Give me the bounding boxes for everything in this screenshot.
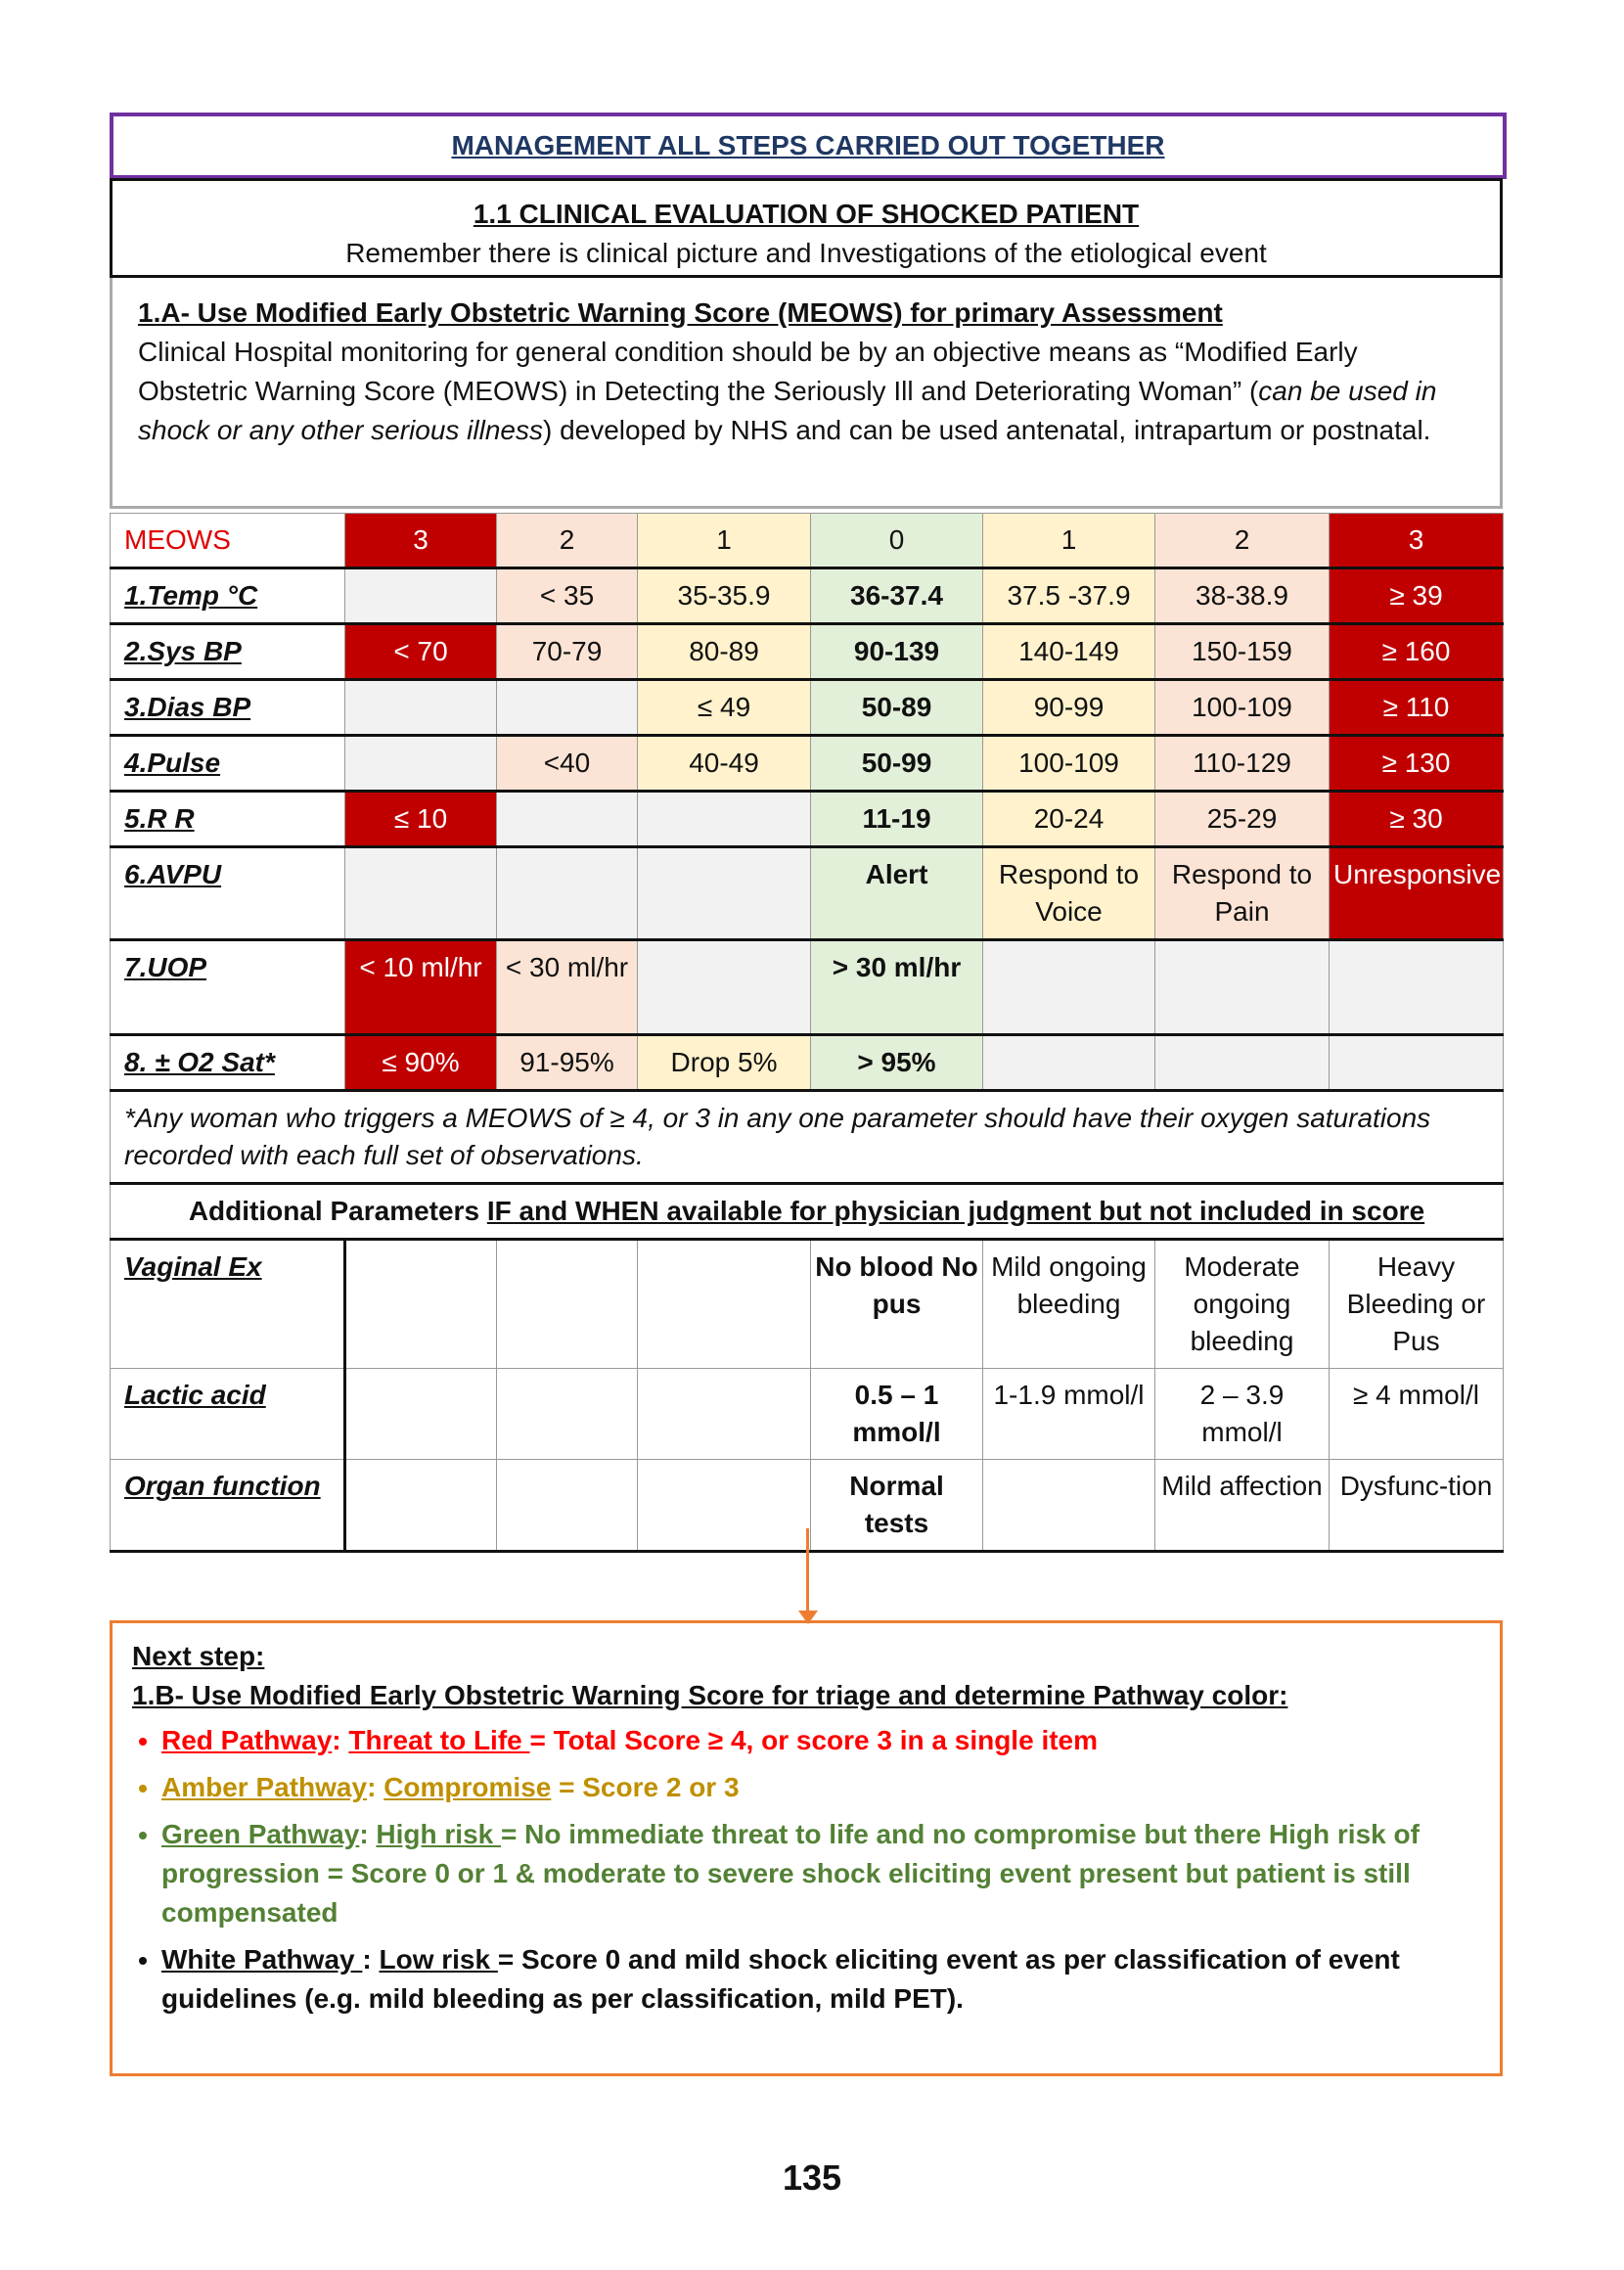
additional-cell xyxy=(497,1240,638,1369)
score-cell: 140-149 xyxy=(983,624,1155,680)
score-cell: 20-24 xyxy=(983,792,1155,847)
additional-prefix: Additional Parameters xyxy=(188,1196,487,1226)
score-header: 2 xyxy=(1155,514,1330,568)
table-row xyxy=(111,847,1504,940)
score-cell: Unresponsive xyxy=(1330,847,1504,940)
score-cell: ≥ 110 xyxy=(1330,680,1504,736)
score-cell: 100-109 xyxy=(983,736,1155,792)
score-header: 3 xyxy=(345,514,497,568)
additional-cell xyxy=(497,1369,638,1460)
score-cell: 38-38.9 xyxy=(1155,568,1330,624)
separator: : xyxy=(332,1725,349,1755)
score-cell xyxy=(983,1035,1155,1091)
table-row xyxy=(111,1035,1504,1091)
score-cell: 90-139 xyxy=(811,624,983,680)
table-header-row xyxy=(111,514,1504,568)
additional-cell: ≥ 4 mmol/l xyxy=(1330,1369,1504,1460)
score-header: 0 xyxy=(811,514,983,568)
score-cell: ≥ 160 xyxy=(1330,624,1504,680)
score-cell: 25-29 xyxy=(1155,792,1330,847)
score-cell: < 70 xyxy=(345,624,497,680)
score-cell: 80-89 xyxy=(638,624,811,680)
separator: : xyxy=(367,1772,384,1802)
additional-row xyxy=(111,1369,1504,1460)
pathway-criteria: = Score 2 or 3 xyxy=(551,1772,740,1802)
parameter-label: 8. ± O2 Sat* xyxy=(111,1035,345,1091)
score-cell xyxy=(1330,940,1504,1035)
score-cell: 35-35.9 xyxy=(638,568,811,624)
parameter-label: 3.Dias BP xyxy=(111,680,345,736)
score-cell xyxy=(497,792,638,847)
additional-label: Organ function xyxy=(111,1460,345,1552)
pathway-risk: Threat to Life xyxy=(348,1725,530,1755)
score-cell: <40 xyxy=(497,736,638,792)
pathway-name: Green Pathway xyxy=(161,1819,360,1849)
score-cell: 90-99 xyxy=(983,680,1155,736)
additional-cell: No blood No pus xyxy=(811,1240,983,1369)
score-cell: ≥ 30 xyxy=(1330,792,1504,847)
score-cell xyxy=(497,680,638,736)
table-row xyxy=(111,940,1504,1035)
additional-cell: 0.5 – 1 mmol/l xyxy=(811,1369,983,1460)
additional-cell: Dysfunc-tion xyxy=(1330,1460,1504,1552)
table-row xyxy=(111,680,1504,736)
score-cell: < 10 ml/hr xyxy=(345,940,497,1035)
score-cell: 50-89 xyxy=(811,680,983,736)
score-cell xyxy=(345,736,497,792)
separator: : xyxy=(359,1819,377,1849)
score-cell: < 35 xyxy=(497,568,638,624)
pathway-risk: High risk xyxy=(376,1819,502,1849)
pathway-name: Red Pathway xyxy=(161,1725,333,1755)
score-cell: ≤ 49 xyxy=(638,680,811,736)
parameter-label: 4.Pulse xyxy=(111,736,345,792)
additional-label: Vaginal Ex xyxy=(111,1240,345,1369)
score-cell xyxy=(345,680,497,736)
intro-heading: 1.A- Use Modified Early Obstetric Warning Score (MEOWS) for primary Assessment xyxy=(138,297,1223,328)
additional-cell xyxy=(983,1460,1155,1552)
pathway-name: White Pathway xyxy=(161,1944,363,1975)
score-cell: 70-79 xyxy=(497,624,638,680)
score-cell xyxy=(1155,1035,1330,1091)
score-header: 2 xyxy=(497,514,638,568)
score-cell: Respond to Pain xyxy=(1155,847,1330,940)
score-cell: ≤ 10 xyxy=(345,792,497,847)
score-cell: > 95% xyxy=(811,1035,983,1091)
parameter-label: 6.AVPU xyxy=(111,847,345,940)
table-row xyxy=(111,624,1504,680)
parameter-label: 7.UOP xyxy=(111,940,345,1035)
additional-cell xyxy=(638,1240,811,1369)
pathway-criteria: = Total Score ≥ 4, or score 3 in a single item xyxy=(529,1725,1099,1755)
section-subtitle: Remember there is clinical picture and Investigations of the etiological event xyxy=(345,238,1267,268)
additional-condition: IF and WHEN available for physician judgment but not included in score xyxy=(486,1196,1425,1226)
additional-label: Lactic acid xyxy=(111,1369,345,1460)
score-cell: 11-19 xyxy=(811,792,983,847)
section-title-box xyxy=(110,178,1503,278)
pathway-criteria: = No immediate threat to life and no compromise but there High risk of progression = Score 0 or 1 & moderate to severe shock eliciting event present but patient is still compensated xyxy=(161,1819,1420,1928)
score-cell xyxy=(983,940,1155,1035)
score-cell: 50-99 xyxy=(811,736,983,792)
table-row xyxy=(111,568,1504,624)
next-step-label: Next step: xyxy=(132,1641,265,1671)
next-step-box xyxy=(110,1620,1503,2076)
intro-box xyxy=(110,278,1503,509)
pathway-criteria: = Score 0 and mild shock eliciting event as per classification of event guidelines (e.g. mild bleeding as per classification, mild PET). xyxy=(161,1944,1400,2014)
score-header: 1 xyxy=(638,514,811,568)
table-row xyxy=(111,792,1504,847)
score-cell: 91-95% xyxy=(497,1035,638,1091)
score-cell: 37.5 -37.9 xyxy=(983,568,1155,624)
parameter-label: 2.Sys BP xyxy=(111,624,345,680)
score-cell xyxy=(638,792,811,847)
next-step-heading: 1.B- Use Modified Early Obstetric Warning Score for triage and determine Pathway color: xyxy=(132,1680,1288,1710)
score-cell: 36-37.4 xyxy=(811,568,983,624)
score-cell xyxy=(345,568,497,624)
additional-cell: 2 – 3.9 mmol/l xyxy=(1155,1369,1330,1460)
score-cell: 110-129 xyxy=(1155,736,1330,792)
additional-cell xyxy=(638,1369,811,1460)
pathway-list xyxy=(132,1721,1480,2019)
section-title: 1.1 CLINICAL EVALUATION OF SHOCKED PATIENT xyxy=(473,199,1140,229)
score-cell: ≤ 90% xyxy=(345,1035,497,1091)
footnote: *Any woman who triggers a MEOWS of ≥ 4, or 3 in any one parameter should have their oxygen saturations recorded with each full set of observations. xyxy=(111,1091,1504,1184)
score-header: 3 xyxy=(1330,514,1504,568)
meows-label: MEOWS xyxy=(111,514,345,568)
score-cell: 100-109 xyxy=(1155,680,1330,736)
additional-header xyxy=(111,1184,1504,1240)
score-cell: Alert xyxy=(811,847,983,940)
management-banner xyxy=(110,113,1507,179)
pathway-risk: Low risk xyxy=(379,1944,498,1975)
additional-cell: Moderate ongoing bleeding xyxy=(1155,1240,1330,1369)
management-title: MANAGEMENT ALL STEPS CARRIED OUT TOGETHER xyxy=(451,130,1165,160)
intro-text: Clinical Hospital monitoring for general condition should be by an objective means as “Modified Early Obstetric Warning Score (MEOWS) in Detecting the Seriously Ill and Deteriorating Woman” ( xyxy=(138,337,1358,406)
score-cell: Drop 5% xyxy=(638,1035,811,1091)
separator: : xyxy=(362,1944,380,1975)
score-cell: Respond to Voice xyxy=(983,847,1155,940)
pathway-item xyxy=(161,1940,1480,2019)
score-cell xyxy=(345,847,497,940)
additional-cell: Heavy Bleeding or Pus xyxy=(1330,1240,1504,1369)
additional-cell xyxy=(345,1240,497,1369)
score-header: 1 xyxy=(983,514,1155,568)
additional-cell xyxy=(345,1460,497,1552)
meows-table xyxy=(110,513,1504,1553)
pathway-risk: Compromise xyxy=(383,1772,552,1802)
additional-cell xyxy=(638,1460,811,1552)
score-cell: ≥ 39 xyxy=(1330,568,1504,624)
intro-paragraph xyxy=(138,333,1474,450)
additional-row xyxy=(111,1240,1504,1369)
intro-text-end: ) developed by NHS and can be used antenatal, intrapartum or postnatal. xyxy=(542,415,1431,445)
additional-cell xyxy=(345,1369,497,1460)
additional-cell: Mild affection xyxy=(1155,1460,1330,1552)
pathway-name: Amber Pathway xyxy=(161,1772,368,1802)
intro-italic: can be used in shock or any other serious illness xyxy=(138,376,1437,445)
score-cell: 40-49 xyxy=(638,736,811,792)
additional-cell: Normal tests xyxy=(811,1460,983,1552)
score-cell xyxy=(638,847,811,940)
score-cell xyxy=(638,940,811,1035)
parameter-label: 1.Temp °C xyxy=(111,568,345,624)
pathway-item xyxy=(161,1815,1480,1932)
additional-cell xyxy=(497,1460,638,1552)
score-cell: < 30 ml/hr xyxy=(497,940,638,1035)
additional-cell: 1-1.9 mmol/l xyxy=(983,1369,1155,1460)
page-number: 135 xyxy=(782,2157,842,2198)
footnote-row xyxy=(111,1091,1504,1184)
score-cell xyxy=(497,847,638,940)
additional-cell: Mild ongoing bleeding xyxy=(983,1240,1155,1369)
score-cell xyxy=(1330,1035,1504,1091)
parameter-label: 5.R R xyxy=(111,792,345,847)
flow-arrow xyxy=(806,1528,809,1614)
score-cell: 150-159 xyxy=(1155,624,1330,680)
score-cell xyxy=(1155,940,1330,1035)
additional-header-row xyxy=(111,1184,1504,1240)
score-cell: ≥ 130 xyxy=(1330,736,1504,792)
table-row xyxy=(111,736,1504,792)
pathway-item xyxy=(161,1768,1480,1807)
score-cell: > 30 ml/hr xyxy=(811,940,983,1035)
pathway-item xyxy=(161,1721,1480,1760)
